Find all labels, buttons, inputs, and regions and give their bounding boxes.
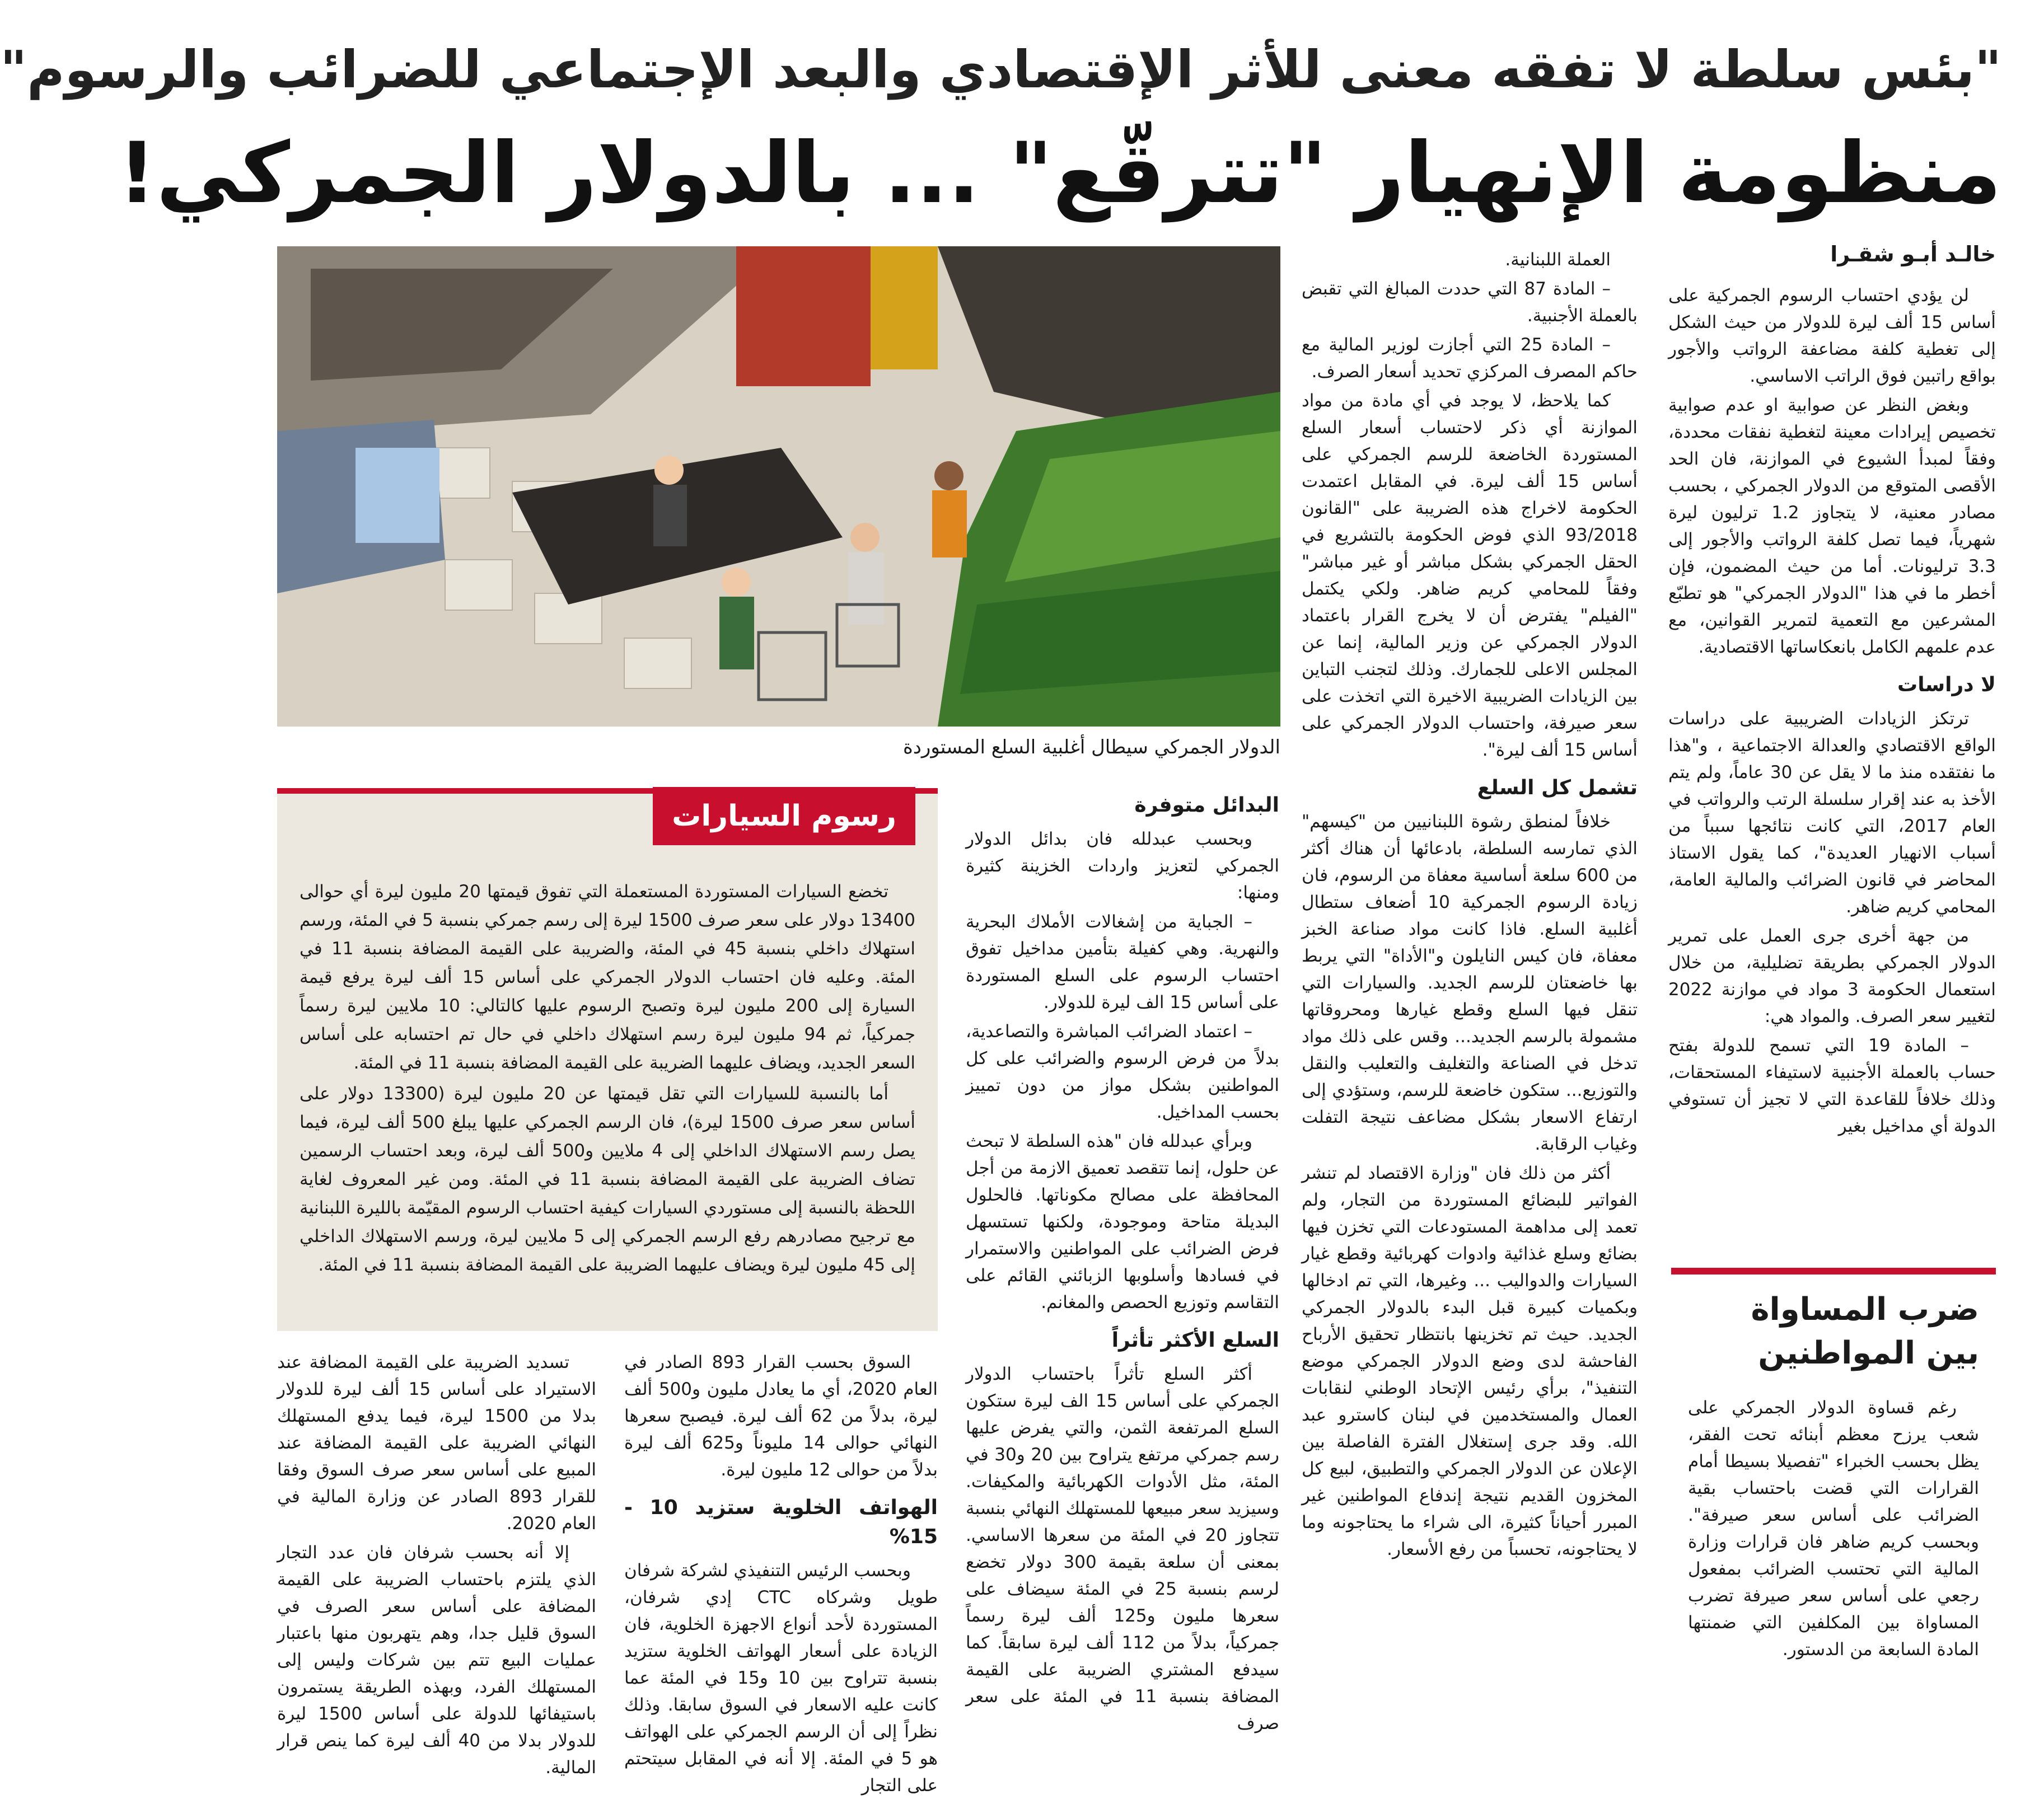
photo-caption: الدولار الجمركي سيطال أغلبية السلع المستوردة: [902, 736, 1280, 758]
paragraph: كما يلاحظ، لا يوجد في أي مادة من مواد الموازنة أي ذكر لاحتساب أسعار السلع المستوردة الخاضعة للرسم الجمركي على أساس 15 ألف ليرة. في المقابل اعتمدت الحكومة لاخراج هذه الضريبة على "القانون 93/2018 الذي فوض الحكومة بالتشريع في الحقل الجمركي بشكل مباشر أو غير مباشر" وفقاً للمحامي كريم ضاهر. ولكي يكتمل "الفيلم" يفترض أن لا يخرج القرار باعتماد الدولار الجمركي عن وزير المالية، إنما عن المجلس الاعلى للجمارك. وذلك لتجنب التباين بين الزيادات الضريبية الاخيرة التي اتخذت على سعر صيرفة، واحتساب الدولار الجمركي على أساس 15 ألف ليرة".: [1302, 391, 1638, 760]
car-fees-box-title: رسوم السيارات: [653, 787, 915, 845]
supermarket-illustration: [277, 246, 1280, 727]
paragraph: – الجباية من إشغالات الأملاك البحرية والنهرية. وهي كفيلة بتأمين مداخيل تفوق احتساب الرسوم على السلع المستوردة على أساس 15 الف ليرة للدولار.: [966, 912, 1279, 1013]
subheading: البدائل متوفرة: [1134, 794, 1279, 817]
car-fees-box: [277, 788, 938, 1331]
article-column-5: [277, 1349, 596, 1778]
paragraph: من جهة أخرى جرى العمل على تمرير الدولار الجمركي بطريقة تضليلية، من خلال استعمال الحكومة 3 مواد في موازنة 2022 لتغيير سعر الصرف. والمواد هي:: [1668, 926, 1996, 1027]
paragraph: وبحسب عبدلله فان بدائل الدولار الجمركي لتعزيز واردات الخزينة كثيرة ومنها:: [966, 829, 1279, 903]
paragraph: – المادة 19 التي تسمح للدولة بفتح حساب بالعملة الأجنبية لاستيفاء المستحقات، وذلك خلافاً للقاعدة التي لا تجيز أن تستوفي الدولة أي مداخيل بغير: [1668, 1035, 1996, 1136]
paragraph: وبحسب الرئيس التنفيذي لشركة شرفان طويل وشركاه CTC إدي شرفان، المستوردة لأحد أنواع الاجهزة الخلوية، فان الزيادة على أسعار الهواتف الخلوية ستزيد بنسبة تتراوح بين 10 و15 في المئة عما كانت عليه الاسعار في السوق سابقا. وذلك نظراً إلى أن الرسم الجمركي على الهواتف هو 5 في المئة. إلا أنه في المقابل سيتحتم على التجار: [624, 1561, 938, 1796]
subheading: تشمل كل السلع: [1477, 776, 1638, 799]
paragraph: خلافاً لمنطق رشوة اللبنانيين من "كيسهم" الذي تمارسه السلطة، بادعائها أن هناك أكثر من 600 سلعة أساسية معفاة من الرسوم، فان زيادة الرسوم الجمركية 10 أضعاف ستطال أغلبية السلع. فاذا كانت مواد صناعة الخبز معفاة، فان كيس النايلون و"الأداة" التي يربط بها خاضعتان للرسم الجديد. والسيارات التي تنقل فيها السلع وقطع غيارها ومحروقاتها مشمولة بالرسم الجديد... وقس على ذلك مواد تدخل في الصناعة والتغليف والتعليب والنقل والتوزيع... ستكون خاضعة للرسم، وستؤدي إلى ارتفاع الاسعار بشكل مضاعف نتيجة التفلت وغياب الرقابة.: [1302, 812, 1638, 1154]
paragraph: ترتكز الزيادات الضريبية على دراسات الواقع الاقتصادي والعدالة الاجتماعية ، و"هذا ما نفتقده منذ ما لا يقل عن 30 عاماً، ولم يتم الأخذ به عند إقرار سلسلة الرتب والرواتب في العام 2017، التي كانت نتائجها سبباً من أسباب الانهيار العديدة"، كما يقول الاستاذ المحاضر في قانون الضرائب والمالية العامة، المحامي كريم ضاهر.: [1668, 709, 1996, 917]
supermarket-photo: [277, 246, 1280, 727]
subheading: السلع الأكثر تأثراً: [1111, 1329, 1279, 1352]
paragraph: – المادة 25 التي أجازت لوزير المالية مع حاكم المصرف المركزي تحديد أسعار الصرف.: [1302, 335, 1638, 382]
byline: خالـد أبـو شقـرا: [1830, 242, 1996, 266]
article-column-3: [966, 781, 1279, 1777]
paragraph: تخضع السيارات المستوردة المستعملة التي تفوق قيمتها 20 مليون ليرة أي حوالى 13400 دولار على سعر صرف 1500 ليرة إلى رسم جمركي بنسبة 5 في المئة، ورسم استهلاك داخلي بنسبة 45 في المئة، والضريبة على القيمة المضافة بنسبة 11 في المئة. وعليه فان احتساب الدولار الجمركي على أساس 15 ألف ليرة يرفع قيمة السيارة إلى 200 مليون ليرة وتصبح الرسوم عليها كالتالي: 10 ملايين ليرة رسماً جمركياً، ثم 94 مليون ليرة رسم استهلاك داخلي في حال تم احتسابه على أساس السعر الجديد، ويضاف عليهما الضريبة على القيمة المضافة بنسبة 11 في المئة.: [300, 882, 916, 1073]
article-column-4: [624, 1349, 938, 1796]
paragraph: إلا أنه بحسب شرفان فان عدد التجار الذي يلتزم باحتساب الضريبة على القيمة المضافة على أساس سعر الصرف في السوق قليل جدا، وهم يتهربون منها باعتبار عمليات البيع تتم بين شركات وليس إلى المستهلك الفرد، وبهذه الطريقة يستمرون باستيفائها للدولة على أساس 1500 ليرة للدولار بدلا من 40 ألف ليرة كما ينص قرار المالية.: [277, 1543, 596, 1778]
car-fees-box-body: [300, 878, 915, 1280]
article-column-2: [1302, 246, 1638, 1769]
paragraph: أكثر السلع تأثراً باحتساب الدولار الجمركي على أساس 15 الف ليرة ستكون السلع المرتفعة الثمن، والتي يفرض عليها رسم جمركي مرتفع يتراوح بين 20 و30 في المئة، مثل الأدوات الكهربائية والمكيفات. وسيزيد سعر مبيعها للمستهلك النهائي بنسبة تتجاوز 20 في المئة من سعرها الاساسي. بمعنى أن سلعة بقيمة 300 دولار تخضع لرسم بنسبة 25 في المئة سيضاف على سعرها مليون و125 ألف ليرة رسماً جمركياً، بدلاً من 112 ألف ليرة سابقاً. كما سيدفع المشتري الضريبة على القيمة المضافة بنسبة 11 في المئة على سعر صرف: [966, 1364, 1280, 1733]
paragraph: أما بالنسبة للسيارات التي تقل قيمتها عن 20 مليون ليرة (13300 دولار على أساس سعر صرف 1500 ليرة)، فان الرسم الجمركي عليها يبلغ 500 ألف ليرة، فيما يصل رسم الاستهلاك الداخلي إلى 4 ملايين و500 ألف ليرة، وبعد احتساب الرسمين تضاف الضريبة على القيمة المضافة بنسبة 11 في المئة. ومن غير المعروف لغاية اللحظة بالنسبة إلى مستوردي السيارات كيفية احتساب الرسوم المقيّمة بالليرة اللبنانية مع ترجيح مصادرهم رفع الرسم الجمركي إلى 5 ملايين ليرة، ورسم الاستهلاك الداخلي إلى 45 مليون ليرة ويضاف عليهما الضريبة على القيمة المضافة بنسبة 11 في المئة.: [300, 1084, 915, 1275]
subheading: الهواتف الخلوية ستزيد 10 - 15%: [624, 1496, 938, 1548]
paragraph: – اعتماد الضرائب المباشرة والتصاعدية، بدلاً من فرض الرسوم والضرائب على كل المواطنين بشكل مواز من دون تمييز بحسب المداخيل.: [966, 1022, 1279, 1122]
subheading: لا دراسات: [1897, 673, 1996, 696]
paragraph: السوق بحسب القرار 893 الصادر في العام 2020، أي ما يعادل مليون و500 ألف ليرة، بدلاً من 62 ألف ليرة. فيصبح سعرها النهائي حوالى 14 مليوناً و625 ألف ليرة بدلاً من حوالى 12 مليون ليرة.: [624, 1352, 938, 1480]
paragraph: – المادة 87 التي حددت المبالغ التي تقبض بالعملة الأجنبية.: [1302, 279, 1638, 326]
sidebar-box-title: ضرب المساواة بين المواطنين: [1751, 1291, 1979, 1371]
paragraph: وبرأي عبدلله فان "هذه السلطة لا تبحث عن حلول، إنما تتقصد تعميق الازمة من أجل المحافظة على مصالح مكوناتها. فالحلول البديلة متاحة وموجودة، ولكنها تستسهل فرض الضرائب على المواطنين والاستمرار في فسادها وأسلوبها الزبائني القائم على التقاسم وتوزيع الحصص والمغانم.: [966, 1131, 1279, 1313]
article-column-1: [1668, 241, 1996, 1259]
paragraph: رغم قساوة الدولار الجمركي على شعب يرزح معظم أبنائه تحت الفقر، يظل بحسب الخبراء "تفصيلا بسيطا أمام القرارات التي قضت باحتساب بقية الضرائب على أساس سعر صيرفة". وبحسب كريم ضاهر فان قرارات وزارة المالية التي تحتسب الضرائب بمفعول رجعي على أساس سعر صيرفة تضرب المساواة بين المكلفين التي ضمنتها المادة السابعة من الدستور.: [1688, 1398, 1979, 1660]
paragraph: العملة اللبنانية.: [1505, 250, 1611, 270]
paragraph: أكثر من ذلك فان "وزارة الاقتصاد لم تنشر الفواتير للبضائع المستوردة من التجار، ولم تعمد إلى مداهمة المستودعات التي تخزن فيها بضائع وسلع غذائية وادوات كهربائية وقطع غيار السيارات والدواليب ... وغيرها، التي تم ادخالها وبكميات كبيرة قبل البدء بالدولار الجمركي الجديد. حيث تم تخزينها بانتظار تحقيق الأرباح الفاحشة لدى وضع الدولار الجمركي موضع التنفيذ"، برأي رئيس الإتحاد الوطني لنقابات العمال والمستخدمين في لبنان كاسترو عبد الله. وقد جرى إستغلال الفترة الفاصلة بين الإعلان عن الدولار الجمركي والتطبيق، لبيع كل المخزون القديم نتيجة إندفاع المواطنين غير المبرر أحياناً كثيرة، الى شراء ما يحتاجونه وما لا يحتاجونه، تحسباً من رفع الأسعار.: [1302, 1163, 1638, 1559]
sidebar-box-body: [1688, 1394, 1979, 1663]
paragraph: تسديد الضريبة على القيمة المضافة عند الاستيراد على أساس 15 ألف ليرة للدولار بدلا من 1500 ليرة، فيما يدفع المستهلك النهائي الضريبة على القيمة المضافة عند المبيع على أساس سعر صرف السوق وفقا للقرار 893 الصادر عن وزارة المالية في العام 2020.: [277, 1352, 596, 1534]
paragraph: لن يؤدي احتساب الرسوم الجمركية على أساس 15 ألف ليرة للدولار من حيث الشكل إلى تغطية كلفة مضاعفة الرواتب والأجور بواقع راتبين فوق الراتب الاساسي.: [1668, 285, 1996, 386]
kicker-headline: "بئس سلطة لا تفقه معنى للأثر الإقتصادي والبعد الإجتماعي للضرائب والرسوم": [0, 40, 2001, 100]
paragraph: وبغض النظر عن صوابية او عدم صوابية تخصيص إيرادات معينة لتغطية نفقات محددة، وفقاً لمبدأ الشيوع في الموازنة، فان الحد الأقصى المتوقع من الدولار الجمركي ، بحسب مصادر معنية، لا يتجاوز 1.2 ترليون ليرة شهرياً، فيما تصل كلفة الرواتب والأجور إلى 3.3 ترليونات. أما من حيث المضمون، فإن أخطر ما في هذا "الدولار الجمركي" هو تطبّع المشرعين مع التعمية لتمرير القوانين، مع عدم علمهم الكامل بانعكاساتها الاقتصادية.: [1668, 395, 1996, 657]
main-headline: منظومة الإنهيار "تترقّع" ... بالدولار الجمركي!: [118, 125, 2001, 222]
equality-sidebar-box: [1671, 1268, 1996, 1716]
